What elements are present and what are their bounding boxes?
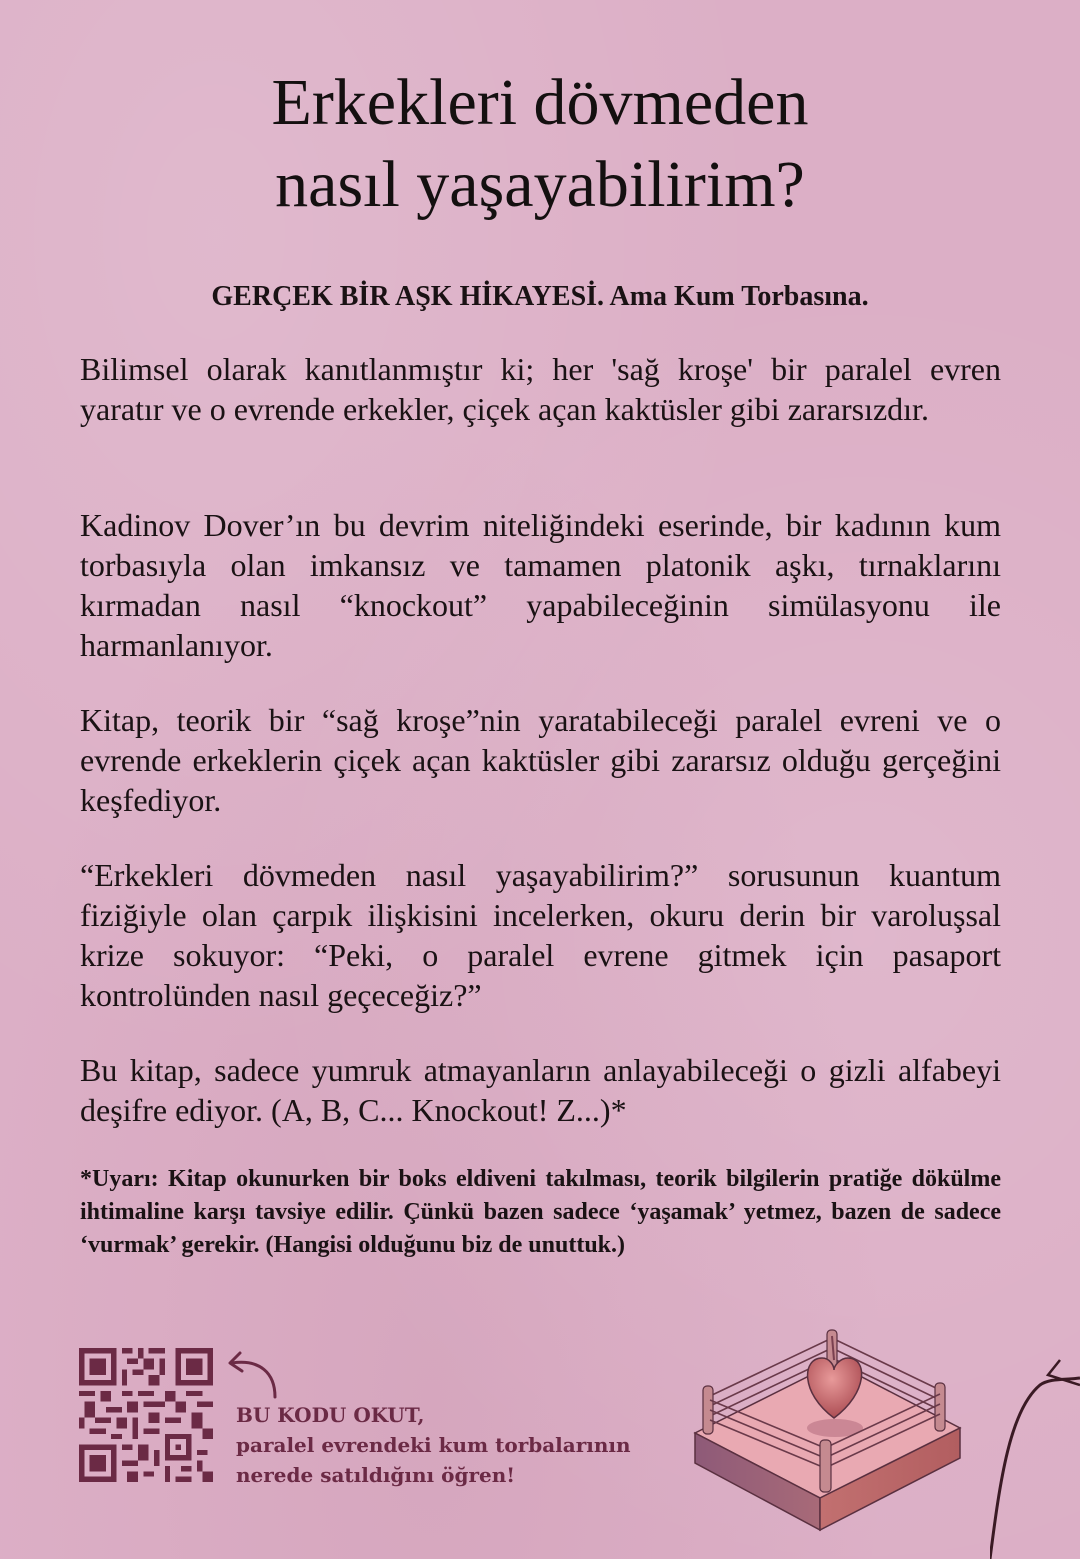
subtitle: GERÇEK BİR AŞK HİKAYESİ. Ama Kum Torbasına. — [211, 281, 869, 312]
qr-caption-line-2: paralel evrendeki kum torbalarının — [236, 1433, 631, 1457]
warning-note: *Uyarı: Kitap okunurken bir boks eldiveni takılması, teorik bilgilerin pratiğe dökülme ihtimaline karşı tavsiye edilir. Çünkü bazen sadece ‘yaşamak’ yetmez, bazen de sadece ‘vurmak’ gerekir. (Hangisi olduğunu biz de unuttuk.) — [80, 1166, 1001, 1258]
book-title — [0, 62, 1080, 226]
title-line-2: nasıl yaşayabilirim? — [275, 148, 805, 221]
qr-caption-line-3: nerede satıldığını öğren! — [236, 1463, 516, 1487]
paragraph-1: Bilimsel olarak kanıtlanmıştır ki; her 'sağ kroşe' bir paralel evren yaratır ve o evrende erkekler, çiçek açan kaktüsler gibi zararsızdır. — [80, 351, 1001, 427]
qr-caption — [236, 1400, 676, 1490]
paragraph-2: Kadinov Dover’ın bu devrim niteliğindeki eserinde, bir kadının kum torbasıyla olan imkansız ve tamamen platonik aşkı, tırnaklarını kırmadan nasıl “knockout” yapabileceğinin simülasyonu ile harmanlanıyor. — [80, 507, 1001, 663]
curved-arrow-icon — [220, 1345, 290, 1405]
boxing-ring-heart-illustration — [690, 1318, 970, 1548]
paragraph-3: Kitap, teorik bir “sağ kroşe”nin yaratabileceği paralel evreni ve o evrende erkeklerin çiçek açan kaktüsler gibi zararsız olduğu gerçeğini keşfediyor. — [80, 702, 1001, 818]
paragraph-4: “Erkekleri dövmeden nasıl yaşayabilirim?” sorusunun kuantum fiziğiyle olan çarpık ilişkisini incelerken, okuru derin bir varoluşsal krize sokuyor: “Peki, o paralel evrene gitmek için pasaport kontrolünden nasıl geçeceğiz?” — [80, 857, 1001, 1013]
qr-code-icon[interactable] — [79, 1348, 213, 1482]
title-line-1: Erkekleri dövmeden — [271, 66, 809, 139]
paragraph-5: Bu kitap, sadece yumruk atmayanların anlayabileceği o gizli alfabeyi deşifre ediyor. (A, B, C... Knockout! Z...)* — [80, 1052, 1001, 1128]
qr-caption-line-1: BU KODU OKUT, — [236, 1403, 425, 1427]
rope-line-illustration — [990, 1330, 1080, 1559]
